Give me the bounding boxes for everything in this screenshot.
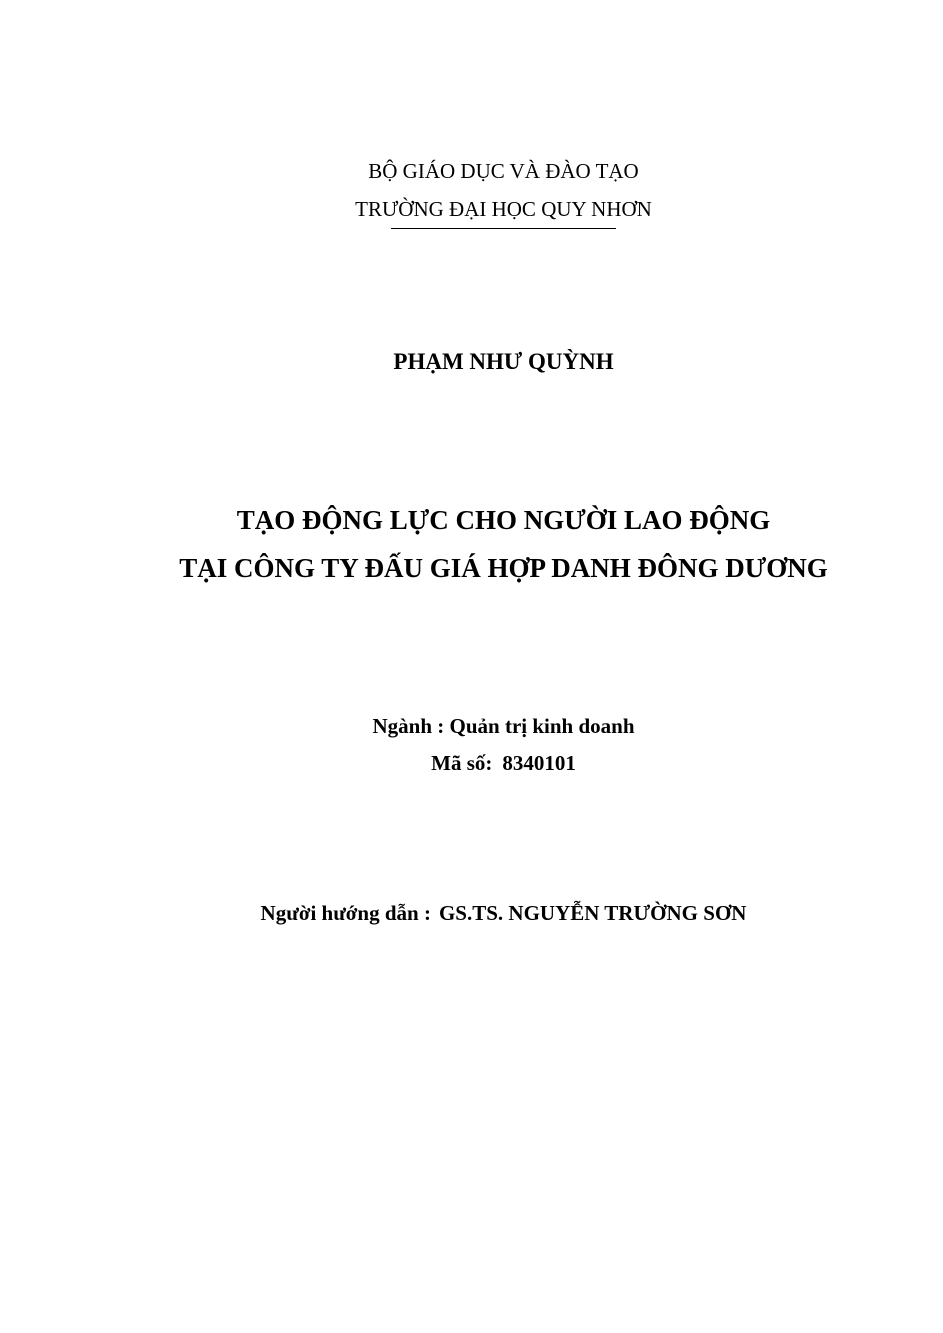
advisor (0, 901, 943, 926)
major-code (0, 751, 943, 776)
major-code-label: Mã số: (431, 751, 493, 775)
ministry-name: BỘ GIÁO DỤC VÀ ĐÀO TẠO (368, 159, 639, 183)
thesis-title-line-1: TẠO ĐỘNG LỰC CHO NGƯỜI LAO ĐỘNG (236, 505, 771, 535)
major: Ngành : Quản trị kinh doanh (372, 714, 635, 738)
major-code-value: 8340101 (502, 751, 576, 775)
header-divider (391, 228, 616, 229)
author-name: PHẠM NHƯ QUỲNH (393, 349, 614, 374)
university-name: TRƯỜNG ĐẠI HỌC QUY NHƠN (355, 197, 652, 221)
thesis-title-line-2: TẠI CÔNG TY ĐẤU GIÁ HỢP DANH ĐÔNG DƯƠNG (179, 553, 828, 583)
advisor-name: GS.TS. NGUYỄN TRƯỜNG SƠN (438, 901, 747, 925)
advisor-label: Người hướng dẫn : (260, 901, 431, 925)
